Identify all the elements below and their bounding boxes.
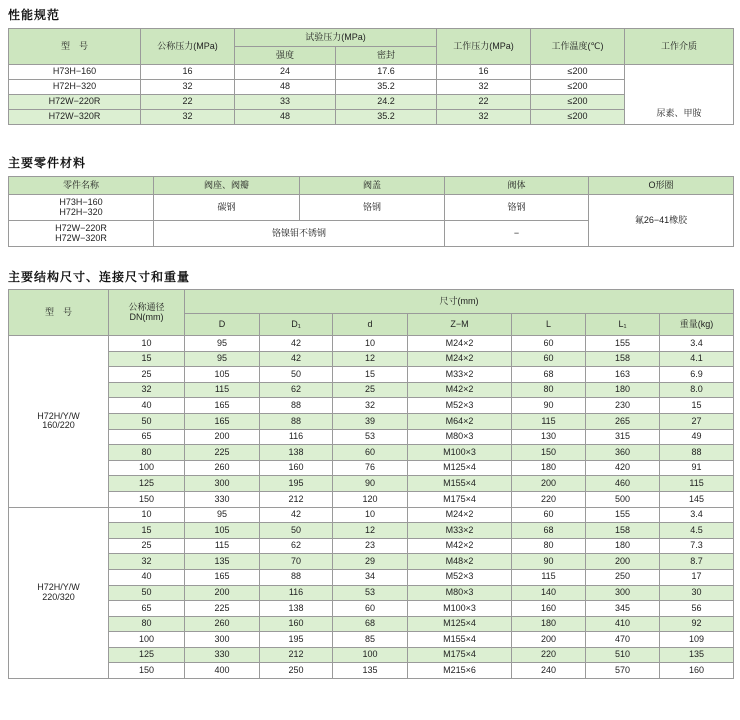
table-row [9, 351, 734, 367]
cell: 70 [260, 554, 333, 570]
cell: 53 [333, 429, 408, 445]
cell: 68 [512, 523, 586, 539]
cell: 195 [260, 632, 333, 648]
cell: 155 [586, 507, 660, 523]
cell: 8.7 [660, 554, 734, 570]
cell: 88 [260, 398, 333, 414]
cell: 15 [109, 351, 185, 367]
model-line: H73H−160 [59, 197, 103, 208]
cell: 60 [512, 336, 586, 352]
cell: 138 [260, 601, 333, 617]
cell: 40 [109, 569, 185, 585]
cell: 400 [185, 663, 260, 679]
perf-header-work-temp: 工作温度(℃) [531, 29, 625, 65]
cell: 32 [437, 110, 531, 125]
table-row [9, 616, 734, 632]
dim-header-D: D [185, 314, 260, 336]
cell: 180 [586, 538, 660, 554]
cell: 80 [512, 382, 586, 398]
table-row [9, 460, 734, 476]
cell: 30 [660, 585, 734, 601]
cell: 300 [185, 632, 260, 648]
cell: 265 [586, 413, 660, 429]
cell: M24×2 [408, 507, 512, 523]
cell: ≤200 [531, 65, 625, 80]
cell: 220 [512, 491, 586, 507]
cell: 25 [333, 382, 408, 398]
cell: 200 [512, 632, 586, 648]
table-row [9, 382, 734, 398]
cell: 260 [185, 616, 260, 632]
cell: 250 [260, 663, 333, 679]
table-row [9, 585, 734, 601]
cell: 铬镍钼不锈钢 [154, 221, 445, 247]
cell: 570 [586, 663, 660, 679]
dim-header-model: 型 号 [9, 290, 109, 336]
model-line: H72W−220R [55, 223, 107, 234]
cell: 109 [660, 632, 734, 648]
cell: 225 [185, 445, 260, 461]
cell: 8.0 [660, 382, 734, 398]
section-title-materials: 主要零件材料 [8, 156, 87, 170]
cell: 32 [437, 80, 531, 95]
cell: 460 [586, 476, 660, 492]
cell: 125 [109, 647, 185, 663]
table-row [9, 491, 734, 507]
cell: M64×2 [408, 413, 512, 429]
mat-header-part: 零件名称 [9, 177, 154, 195]
table-row [9, 367, 734, 383]
perf-header-seal: 密封 [336, 47, 437, 65]
cell: 88 [660, 445, 734, 461]
cell: 39 [333, 413, 408, 429]
model-label-line: H72H/Y/W [37, 410, 80, 421]
cell: M215×6 [408, 663, 512, 679]
table-row [9, 65, 734, 80]
cell: 330 [185, 647, 260, 663]
cell: 116 [260, 429, 333, 445]
cell: 3.4 [660, 507, 734, 523]
cell: M24×2 [408, 351, 512, 367]
table-row [9, 429, 734, 445]
table-row [9, 336, 734, 352]
section-title-dimensions: 主要结构尺寸、连接尺寸和重量 [8, 270, 191, 284]
cell: 88 [260, 413, 333, 429]
cell: 360 [586, 445, 660, 461]
cell: 17.6 [336, 65, 437, 80]
cell: 3.4 [660, 336, 734, 352]
cell: M52×3 [408, 398, 512, 414]
cell: 345 [586, 601, 660, 617]
perf-header-model: 型 号 [9, 29, 141, 65]
cell: 100 [109, 460, 185, 476]
cell: 165 [185, 398, 260, 414]
cell: 160 [512, 601, 586, 617]
cell: 105 [185, 367, 260, 383]
cell: 34 [333, 569, 408, 585]
cell: 510 [586, 647, 660, 663]
cell: 155 [586, 336, 660, 352]
table-row [9, 398, 734, 414]
model-label-line: H72H/Y/W [37, 582, 80, 593]
cell: 160 [660, 663, 734, 679]
cell: M175×4 [408, 491, 512, 507]
cell: 85 [333, 632, 408, 648]
cell: M33×2 [408, 523, 512, 539]
dim-header-size: 尺寸(mm) [185, 290, 734, 314]
cell: 10 [109, 507, 185, 523]
cell: 68 [333, 616, 408, 632]
dim-header-dn [109, 290, 185, 336]
cell: 300 [586, 585, 660, 601]
cell: 10 [109, 336, 185, 352]
cell: 115 [512, 569, 586, 585]
table-row [9, 523, 734, 539]
cell: 56 [660, 601, 734, 617]
cell: 410 [586, 616, 660, 632]
cell: 65 [109, 601, 185, 617]
cell: 48 [235, 80, 336, 95]
table-row [9, 569, 734, 585]
cell: 12 [333, 351, 408, 367]
cell: 32 [333, 398, 408, 414]
cell: 42 [260, 351, 333, 367]
cell: 115 [512, 413, 586, 429]
cell: 470 [586, 632, 660, 648]
cell: 29 [333, 554, 408, 570]
dim-model-label [9, 507, 109, 679]
cell: M80×3 [408, 429, 512, 445]
table-row [9, 554, 734, 570]
cell: 120 [333, 491, 408, 507]
model-label-line: 220/320 [42, 591, 75, 602]
cell: 33 [235, 95, 336, 110]
cell: 92 [660, 616, 734, 632]
cell: 95 [185, 507, 260, 523]
cell: M100×3 [408, 601, 512, 617]
cell: 23 [333, 538, 408, 554]
cell: ≤200 [531, 110, 625, 125]
table-row [9, 538, 734, 554]
cell: 50 [260, 523, 333, 539]
dn-line: DN(mm) [129, 311, 164, 322]
perf-header-strength: 强度 [235, 47, 336, 65]
table-row [9, 445, 734, 461]
cell: 135 [660, 647, 734, 663]
cell: 212 [260, 647, 333, 663]
cell: 200 [512, 476, 586, 492]
dim-header-d: d [333, 314, 408, 336]
cell: 17 [660, 569, 734, 585]
cell: 116 [260, 585, 333, 601]
dn-line: 公称通径 [128, 302, 165, 313]
cell: 212 [260, 491, 333, 507]
cell: 60 [333, 601, 408, 617]
cell: 160 [260, 460, 333, 476]
cell: 22 [141, 95, 235, 110]
cell: 230 [586, 398, 660, 414]
cell: 240 [512, 663, 586, 679]
dim-header-L: L [512, 314, 586, 336]
cell: 91 [660, 460, 734, 476]
cell: 50 [109, 413, 185, 429]
cell: 42 [260, 336, 333, 352]
cell: 225 [185, 601, 260, 617]
cell: 180 [586, 382, 660, 398]
cell: 60 [512, 351, 586, 367]
cell: ≤200 [531, 95, 625, 110]
cell: 115 [660, 476, 734, 492]
cell: 220 [512, 647, 586, 663]
cell: 250 [586, 569, 660, 585]
cell: 32 [109, 554, 185, 570]
cell: 10 [333, 507, 408, 523]
cell: M42×2 [408, 538, 512, 554]
dim-header-D1: D₁ [260, 314, 333, 336]
cell: 80 [512, 538, 586, 554]
mat-header-body: 阀体 [445, 177, 589, 195]
mat-header-seat: 阀座、阀瓣 [154, 177, 300, 195]
table-row [9, 195, 734, 221]
cell: 420 [586, 460, 660, 476]
cell: 42 [260, 507, 333, 523]
cell: 16 [437, 65, 531, 80]
perf-header-work-pressure: 工作压力(MPa) [437, 29, 531, 65]
cell: 200 [185, 585, 260, 601]
cell: 135 [333, 663, 408, 679]
cell: 160 [260, 616, 333, 632]
cell: 100 [109, 632, 185, 648]
cell: 158 [586, 351, 660, 367]
cell: 62 [260, 538, 333, 554]
cell: 80 [109, 445, 185, 461]
cell: M155×4 [408, 476, 512, 492]
cell: 68 [512, 367, 586, 383]
model-line: H72H−320 [59, 206, 103, 217]
dim-header-ZM: Z−M [408, 314, 512, 336]
cell: 32 [109, 382, 185, 398]
section-title-performance: 性能规范 [8, 8, 61, 22]
cell: 40 [109, 398, 185, 414]
cell: 60 [512, 507, 586, 523]
dimensions-table [8, 289, 734, 679]
cell: M52×3 [408, 569, 512, 585]
cell: M42×2 [408, 382, 512, 398]
cell: 115 [185, 382, 260, 398]
cell: 76 [333, 460, 408, 476]
cell: 330 [185, 491, 260, 507]
cell: 135 [185, 554, 260, 570]
cell: 150 [109, 663, 185, 679]
cell: 125 [109, 476, 185, 492]
cell: 115 [185, 538, 260, 554]
cell: 200 [586, 554, 660, 570]
cell: 60 [333, 445, 408, 461]
cell: 7.3 [660, 538, 734, 554]
cell: 180 [512, 460, 586, 476]
cell: H73H−160 [9, 65, 141, 80]
cell: M100×3 [408, 445, 512, 461]
cell: 138 [260, 445, 333, 461]
cell: M125×4 [408, 616, 512, 632]
perf-medium-value: 尿素、甲胺 [625, 65, 734, 125]
cell: 500 [586, 491, 660, 507]
cell: M125×4 [408, 460, 512, 476]
dim-header-L1: L₁ [586, 314, 660, 336]
mat-oring-value: 氟26−41橡胶 [589, 195, 734, 247]
cell: M24×2 [408, 336, 512, 352]
table-row [9, 632, 734, 648]
cell: 200 [185, 429, 260, 445]
materials-table [8, 176, 734, 247]
cell: 碳钢 [154, 195, 300, 221]
table-row [9, 476, 734, 492]
cell: 140 [512, 585, 586, 601]
cell: 145 [660, 491, 734, 507]
cell: 163 [586, 367, 660, 383]
mat-model-cell [9, 221, 154, 247]
cell: 15 [660, 398, 734, 414]
cell: 195 [260, 476, 333, 492]
table-row [9, 413, 734, 429]
cell: 150 [109, 491, 185, 507]
cell: H72W−220R [9, 95, 141, 110]
cell: M48×2 [408, 554, 512, 570]
cell: 25 [109, 538, 185, 554]
table-row [9, 507, 734, 523]
cell: 35.2 [336, 110, 437, 125]
cell: 62 [260, 382, 333, 398]
cell: 105 [185, 523, 260, 539]
cell: 22 [437, 95, 531, 110]
cell: 4.5 [660, 523, 734, 539]
cell: M80×3 [408, 585, 512, 601]
table-row [9, 601, 734, 617]
cell: − [445, 221, 589, 247]
cell: 95 [185, 351, 260, 367]
table-row [9, 663, 734, 679]
perf-header-medium: 工作介质 [625, 29, 734, 65]
cell: 15 [109, 523, 185, 539]
cell: 35.2 [336, 80, 437, 95]
cell: 48 [235, 110, 336, 125]
cell: 180 [512, 616, 586, 632]
cell: H72H−320 [9, 80, 141, 95]
model-label-line: 160/220 [42, 420, 75, 431]
dim-model-label [9, 336, 109, 508]
cell: 32 [141, 110, 235, 125]
cell: 315 [586, 429, 660, 445]
cell: 90 [512, 398, 586, 414]
cell: 88 [260, 569, 333, 585]
cell: H72W−320R [9, 110, 141, 125]
cell: 53 [333, 585, 408, 601]
cell: M175×4 [408, 647, 512, 663]
cell: 150 [512, 445, 586, 461]
cell: 24.2 [336, 95, 437, 110]
cell: 130 [512, 429, 586, 445]
cell: 95 [185, 336, 260, 352]
cell: ≤200 [531, 80, 625, 95]
cell: 260 [185, 460, 260, 476]
cell: 铬钢 [445, 195, 589, 221]
performance-table [8, 28, 734, 125]
cell: 165 [185, 569, 260, 585]
table-row [9, 647, 734, 663]
cell: 300 [185, 476, 260, 492]
cell: 90 [512, 554, 586, 570]
dim-header-weight: 重量(kg) [660, 314, 734, 336]
cell: 50 [109, 585, 185, 601]
cell: 165 [185, 413, 260, 429]
cell: 16 [141, 65, 235, 80]
cell: 铬钢 [300, 195, 445, 221]
cell: 158 [586, 523, 660, 539]
cell: 27 [660, 413, 734, 429]
cell: 6.9 [660, 367, 734, 383]
cell: 49 [660, 429, 734, 445]
cell: 100 [333, 647, 408, 663]
cell: 24 [235, 65, 336, 80]
cell: 25 [109, 367, 185, 383]
mat-header-bonnet: 阀盖 [300, 177, 445, 195]
cell: M155×4 [408, 632, 512, 648]
cell: 65 [109, 429, 185, 445]
mat-model-cell [9, 195, 154, 221]
cell: 80 [109, 616, 185, 632]
cell: 90 [333, 476, 408, 492]
cell: 10 [333, 336, 408, 352]
cell: 12 [333, 523, 408, 539]
perf-header-test: 试验压力(MPa) [235, 29, 437, 47]
cell: 15 [333, 367, 408, 383]
cell: 32 [141, 80, 235, 95]
cell: M33×2 [408, 367, 512, 383]
cell: 50 [260, 367, 333, 383]
model-line: H72W−320R [55, 232, 107, 243]
mat-header-oring: O形圈 [589, 177, 734, 195]
perf-header-nominal: 公称压力(MPa) [141, 29, 235, 65]
cell: 4.1 [660, 351, 734, 367]
